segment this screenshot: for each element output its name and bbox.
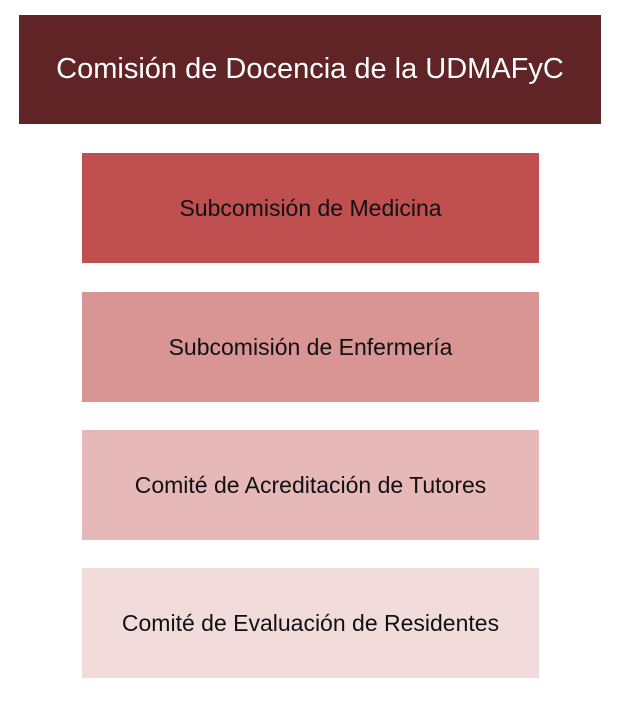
commission-title: Comisión de Docencia de la UDMAFyC [56, 53, 564, 85]
unit-box-enfermeria [82, 292, 539, 402]
unit-box-acreditacion-tutores [82, 430, 539, 540]
unit-label-medicina: Subcomisión de Medicina [179, 194, 442, 221]
unit-label-acreditacion-tutores: Comité de Acreditación de Tutores [134, 471, 487, 498]
unit-box-medicina [82, 153, 539, 263]
unit-box-evaluacion-residentes [82, 568, 539, 678]
commission-header-box [19, 15, 601, 124]
unit-label-evaluacion-residentes: Comité de Evaluación de Residentes [121, 609, 500, 636]
unit-label-enfermeria: Subcomisión de Enfermería [168, 333, 453, 360]
